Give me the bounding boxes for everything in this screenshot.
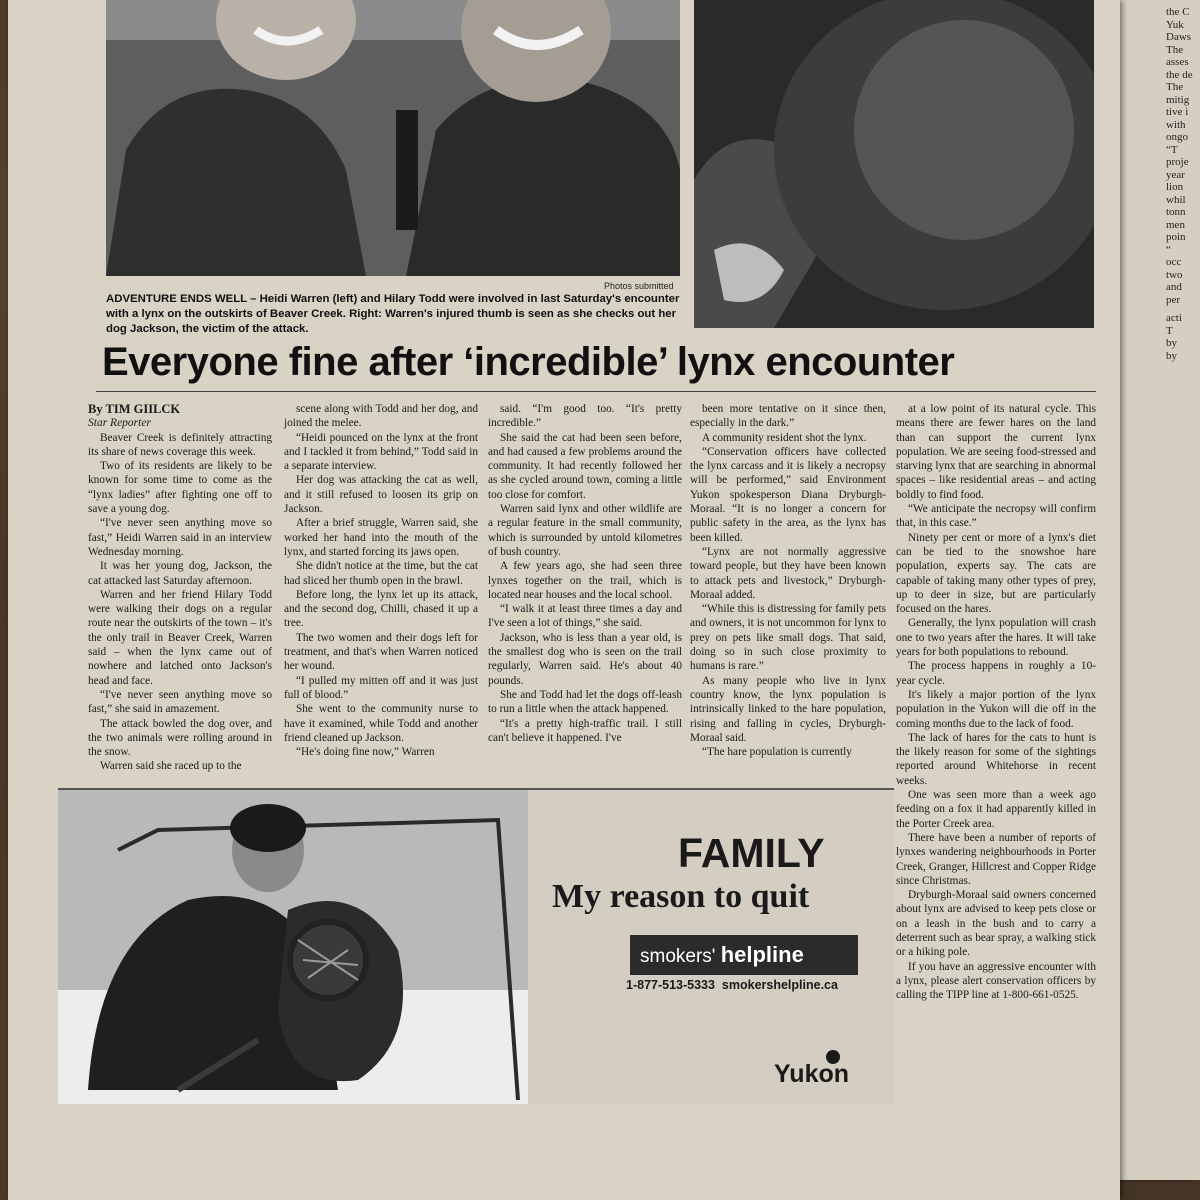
photo-dog-closeup-illustration [694, 0, 1094, 328]
adjacent-page-line: proje [1166, 156, 1189, 168]
article-paragraph: Dryburgh-Moraal said owners concerned about lynx are advised to keep pets close or on a leash in the bush and to carry a deterrent such as bear spray, a walking stick or a hiking pole. [896, 889, 1096, 959]
article-paragraph: One was seen more than a week ago feeding on a fox it had apparently killed in the Porter Creek area. [896, 789, 1096, 830]
article-paragraph: After a brief struggle, Warren said, she worked her hand into the mouth of the lynx, and started forcing its jaws open. [284, 517, 478, 558]
adjacent-page-line: with [1166, 118, 1186, 131]
article-paragraph: at a low point of its natural cycle. This means there are fewer hares on the land than can support the current lynx population. We are seeing food-stressed and starving lynx that are searching in abnormal spaces – like residential areas – and acting boldly to find food. [896, 403, 1096, 501]
article-paragraph: There have been a number of reports of lynxes wandering neighbourhoods in Porter Creek, Granger, Hillcrest and Copper Ridge since Christmas. [896, 831, 1096, 887]
article-paragraph: “I've never seen anything move so fast,” she said in amazement. [88, 688, 272, 716]
article-paragraph: The attack bowled the dog over, and the two animals were rolling around in the snow. [88, 717, 272, 759]
article-paragraph: Generally, the lynx population will crash one to two years after the hares. It will take years for both populations to rebound. [896, 617, 1096, 659]
adjacent-page-line: whil [1166, 193, 1186, 206]
photo-dog-closeup [694, 0, 1094, 328]
article-paragraph: “Heidi pounced on the lynx at the front and I tackled it from behind,” Todd said in a separate interview. [284, 431, 478, 473]
ad-phone: 1-877-513-5333 [626, 978, 715, 992]
article-paragraph: If you have an aggressive encounter with a lynx, please alert conservation officers by calling the TIPP line at 1-800-661-0525. [896, 960, 1096, 1002]
article-column-2 [284, 402, 478, 759]
article-paragraph: The process happens in roughly a 10-year cycle. [896, 660, 1096, 687]
adjacent-page-line: mitig [1166, 93, 1190, 106]
article-paragraph: “Conservation officers have collected the lynx carcass and it is likely a necropsy will be performed,” said Environment Yukon spokesperson Diana Dryburgh-Moraal. “It is no longer a concern for public safety in the area, as the lynx has been killed. [690, 445, 886, 544]
article-paragraph: “While this is distressing for family pets and owners, it is not uncommon for lynx to prey on pets like small dogs. That said, doing so in such close proximity to humans is rare.” [690, 603, 886, 673]
article-paragraph: She went to the community nurse to have it examined, while Todd and another friend cleaned up Jackson. [284, 703, 478, 744]
article-paragraph: As many people who live in lynx country know, the lynx population is intrinsically linked to the hare population, rising and falling in cycles, Dryburgh-Moraal said. [690, 674, 886, 744]
article-column-4-body [690, 402, 886, 759]
article-paragraph: It was her young dog, Jackson, the cat attacked last Saturday afternoon. [88, 560, 272, 587]
article-paragraph: Jackson, who is less than a year old, is the smallest dog who is seen on the trail regularly, Warren said. He's about 40 pounds. [488, 631, 682, 687]
article-column-5-body [896, 402, 1096, 1002]
smokers-helpline-ad [58, 788, 894, 1104]
article-column-3-body [488, 402, 682, 745]
article-paragraph: Beaver Creek is definitely attracting its share of news coverage this week. [88, 431, 272, 458]
article-column-2-body [284, 402, 478, 759]
article-paragraph: The lack of hares for the cats to hunt is the likely reason for some of the sightings reported around Whitehorse in recent weeks. [896, 731, 1096, 787]
adjacent-page-line: per [1166, 293, 1181, 306]
article-paragraph: scene along with Todd and her dog, and joined the melee. [284, 403, 478, 430]
article-paragraph: “I pulled my mitten off and it was just full of blood.” [284, 674, 478, 701]
article-paragraph: Ninety per cent or more of a lynx's diet can be tied to the snowshoe hare population, experts say. The cats are capable of taking many other types of prey, up to deer in size, but are particularly focused on the hares. [896, 531, 1096, 616]
article-paragraph: “I walk it at least three times a day and I've seen a lot of things,” she said. [488, 603, 682, 630]
article-paragraph: “The hare population is currently [702, 746, 852, 759]
adjacent-page-line: the C [1166, 6, 1190, 18]
article-paragraph: “Lynx are not normally aggressive toward people, but they have been known to attack pets and livestock,” Dryburgh-Moraal added. [690, 545, 886, 601]
adjacent-page-line: “T [1166, 143, 1178, 156]
adjacent-page-line: Yuk [1166, 18, 1184, 31]
helpline-logo-light: smokers' [640, 946, 716, 967]
article-column-1 [88, 402, 272, 774]
adjacent-page-line: lion [1166, 181, 1184, 193]
article-paragraph: Warren said lynx and other wildlife are a regular feature in the small community, which is surrounded by untold kilometres of bush country. [488, 503, 682, 558]
photo-caption: ADVENTURE ENDS WELL – Heidi Warren (left) and Hilary Todd were involved in last Saturday's encounter with a lynx on the outskirts of Beaver Creek. Right: Warren's injured thumb is seen as she checks out her dog Jackson, the victim of the attack. [106, 293, 680, 335]
ad-sponsor-logo: Yukon [774, 1060, 850, 1088]
adjacent-page-line: two [1166, 268, 1183, 281]
adjacent-page-line: tive i [1166, 106, 1189, 118]
article-paragraph: been more tentative on it since then, especially in the dark.” [690, 403, 886, 430]
article-paragraph: “It's a pretty high-traffic trail. I still can't believe it happened. I've [488, 717, 682, 744]
adjacent-page-line: ongo [1166, 131, 1188, 143]
adjacent-page-line: Daws [1166, 31, 1192, 43]
adjacent-page-line: year [1166, 168, 1185, 181]
adjacent-page-line: T [1166, 324, 1173, 337]
article-paragraph: Before long, the lynx let up its attack, and the second dog, Chilli, chased it up a tree. [284, 588, 478, 630]
adjacent-page-line: “ [1166, 243, 1171, 256]
adjacent-page-line: by [1166, 349, 1177, 362]
adjacent-page-text [1110, 0, 1200, 362]
article-paragraph: said. “I'm good too. “It's pretty incredible.” [488, 403, 682, 430]
article-paragraph: “We anticipate the necropsy will confirm that, in this case.” [896, 503, 1096, 530]
helpline-logo [630, 935, 858, 975]
ad-headline: FAMILY [678, 830, 825, 876]
adjacent-page-line: by [1166, 337, 1177, 349]
photo-two-women-illustration [106, 0, 680, 276]
article-paragraph: The two women and their dogs left for treatment, and that's when Warren noticed her wound. [284, 631, 478, 673]
article-paragraph: A few years ago, she had seen three lynxes together on the trail, which is located near houses and the local school. [488, 560, 682, 601]
article-paragraph: Two of its residents are likely to be known for some time to come as the “lynx ladies” after fighting one off to save a young dog. [88, 460, 272, 516]
article-paragraph: “He's doing fine now,” Warren [296, 746, 435, 759]
adjacent-page-line: The [1166, 81, 1184, 93]
adjacent-page-line: tonn [1166, 206, 1186, 218]
adjacent-page-line: poin [1166, 231, 1186, 243]
adjacent-page [1110, 0, 1200, 1180]
article-paragraph: A community resident shot the lynx. [702, 431, 867, 444]
article-paragraph: She didn't notice at the time, but the cat had sliced her thumb open in the brawl. [284, 560, 478, 587]
ad-contact [626, 978, 838, 992]
helpline-logo-bold: helpline [720, 942, 804, 967]
article-paragraph: Her dog was attacking the cat as well, and it still refused to loosen its grip on Jackson. [284, 474, 478, 516]
byline: By TIM GIILCK [88, 402, 181, 416]
byline-role: Star Reporter [88, 417, 151, 430]
photo-two-women [106, 0, 680, 276]
article-paragraph: Warren and her friend Hilary Todd were walking their dogs on a regular route near the outskirts of the town – it's the only trail in Beaver Creek, Warren said – when the lynx came out of nowhere and latched onto Jackson's head and face. [88, 588, 272, 687]
adjacent-page-line: occ [1166, 256, 1182, 268]
ad-website: smokershelpline.ca [721, 978, 838, 992]
article-paragraph: She and Todd had let the dogs off-leash to run a little when the attack happened. [488, 688, 682, 716]
article-column-5 [896, 402, 1096, 1002]
article-paragraph: “I've never seen anything move so fast,” Heidi Warren said in an interview Wednesday morning. [88, 517, 272, 558]
adjacent-page-line: asses [1166, 56, 1189, 68]
photo-credit: Photos submitted [604, 281, 674, 291]
article-paragraph: She said the cat had been seen before, and had caused a few problems around the community. It had recently followed her as she cycled around town, coming a little too close for comfort. [488, 431, 682, 501]
article-column-1-body [88, 431, 272, 774]
adjacent-page-line: men [1166, 218, 1185, 231]
ad-photo-hockey-illustration [58, 790, 528, 1104]
adjacent-page-line: acti [1166, 312, 1182, 324]
headline: Everyone fine after ‘incredible’ lynx encounter [102, 340, 955, 384]
ad-subheadline: My reason to quit [552, 878, 810, 915]
article-column-3 [488, 402, 682, 745]
adjacent-page-line: The [1166, 43, 1184, 56]
adjacent-page-line: the de [1166, 68, 1193, 81]
article-paragraph: Warren said she raced up to the [100, 760, 242, 773]
newspaper-page [8, 0, 1120, 1200]
ad-photo-hockey [58, 790, 528, 1104]
article-paragraph: It's likely a major portion of the lynx population in the Yukon will die off in the coming months due to the lack of food. [896, 688, 1096, 730]
adjacent-page-line: and [1166, 281, 1182, 293]
article-column-4 [690, 402, 886, 759]
headline-rule [96, 391, 1096, 392]
